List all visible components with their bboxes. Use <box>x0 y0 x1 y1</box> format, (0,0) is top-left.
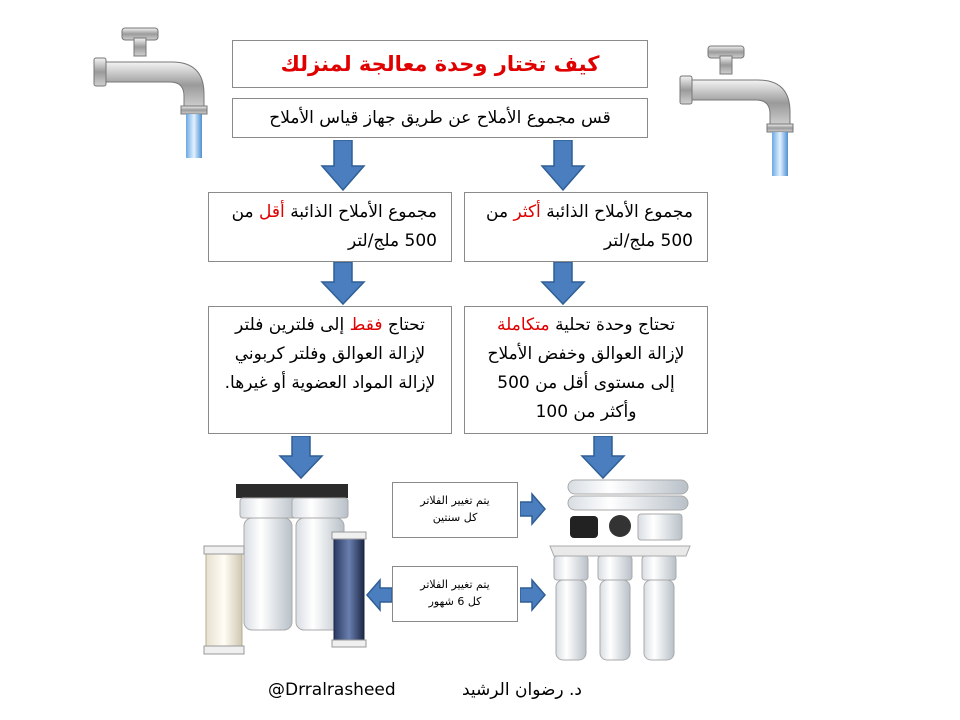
arrow-down-icon <box>278 436 324 480</box>
need-two-filters-detail: إلى فلترين فلتر لإزالة العوالق وفلتر كربوني لإزالة المواد العضوية أو غيرها. <box>224 315 436 393</box>
note-ro-line2: كل سنتين <box>432 511 478 524</box>
ro-unit-image <box>540 476 700 666</box>
filter-change-note-ro <box>392 482 518 538</box>
faucet-icon-left <box>92 22 214 162</box>
tds-high-text: مجموع الأملاح الذائبة <box>546 202 693 222</box>
need-ro-unit-text: تحتاج وحدة تحلية <box>555 315 675 335</box>
tds-high-highlight: أكثر <box>513 202 541 222</box>
page-title: كيف تختار وحدة معالجة لمنزلك <box>232 40 648 88</box>
footer-handle: @Drralrasheed <box>268 680 396 700</box>
tds-low-box <box>208 192 452 262</box>
need-ro-unit-detail: لإزالة العوالق وخفض الأملاح إلى مستوى أقل من 500 وأكثر من 100 <box>487 344 685 422</box>
need-two-filters-highlight: فقط <box>349 315 383 335</box>
tds-low-text: مجموع الأملاح الذائبة <box>290 202 437 222</box>
tds-low-highlight: أقل <box>259 202 285 222</box>
need-two-filters-text: تحتاج <box>387 315 425 335</box>
filter-change-note-basic <box>392 566 518 622</box>
arrow-down-icon <box>580 436 626 480</box>
need-ro-unit-highlight: متكاملة <box>497 315 550 335</box>
water-filter-image <box>200 480 376 660</box>
arrow-down-icon <box>540 140 586 192</box>
note-ro-line1: يتم تغيير الفلاتر <box>420 494 490 507</box>
need-two-filters-box <box>208 306 452 434</box>
arrow-down-icon <box>540 262 586 306</box>
measure-instruction: قس مجموع الأملاح عن طريق جهاز قياس الأملاح <box>232 98 648 138</box>
arrow-down-icon <box>320 262 366 306</box>
note-basic-line2: كل 6 شهور <box>428 595 482 608</box>
faucet-icon-right <box>678 40 800 180</box>
need-ro-unit-box <box>464 306 708 434</box>
arrow-down-icon <box>320 140 366 192</box>
footer-author: د. رضوان الرشيد <box>462 680 582 700</box>
tds-high-value: من 500 ملج/لتر <box>486 202 693 251</box>
tds-low-value: من 500 ملج/لتر <box>231 202 437 251</box>
tds-high-box <box>464 192 708 262</box>
note-basic-line1: يتم تغيير الفلاتر <box>420 578 490 591</box>
